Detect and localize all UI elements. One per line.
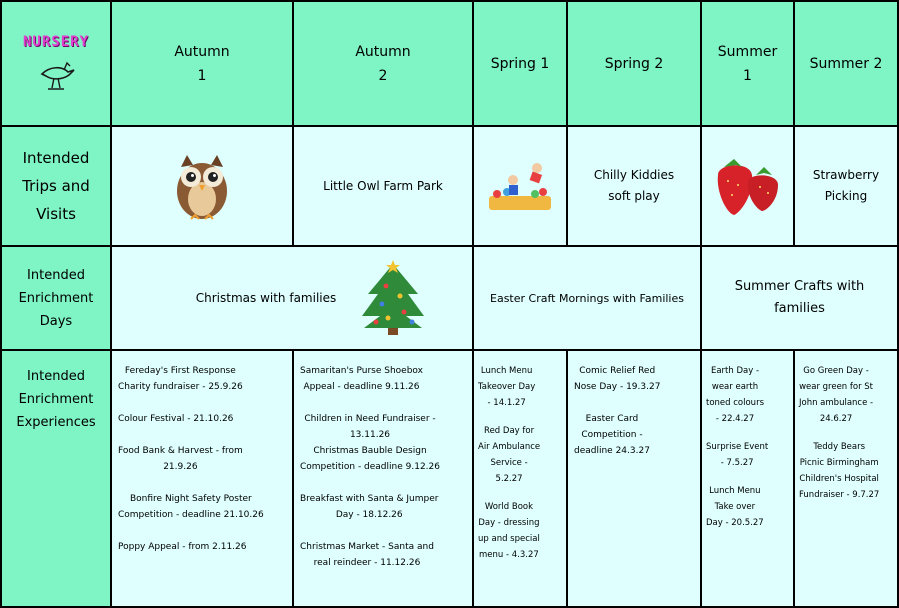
row-label-trips (0, 125, 112, 247)
experience-line: Lunch Menu (709, 486, 761, 496)
experience-line: up and special (478, 534, 540, 544)
header-spring-2 (566, 0, 702, 127)
experience-item (294, 411, 446, 475)
days-summer (700, 245, 899, 351)
owl-image (171, 149, 233, 223)
experience-item (112, 363, 249, 395)
experience-line: - 14.1.27 (487, 398, 526, 408)
experience-item (702, 363, 768, 427)
experience-line: Children in Need Fundraiser - (304, 414, 436, 424)
trip-spring-2 (566, 125, 702, 247)
experience-line: Picnic Birmingham (799, 458, 879, 468)
days-text: Easter Craft Mornings with Families (490, 291, 684, 305)
experience-item (112, 539, 253, 555)
experience-line: Bonfire Night Safety Poster (130, 494, 252, 504)
experience-item (112, 491, 270, 523)
experience-line: 5.2.27 (495, 474, 523, 484)
experience-line: World Book (484, 502, 534, 512)
experience-line: Breakfast with Santa & Jumper (300, 494, 439, 504)
experience-line: Fundraiser - 9.7.27 (799, 490, 880, 500)
experience-line: menu - 4.3.27 (479, 550, 539, 560)
experience-line: Colour Festival - 21.10.26 (118, 414, 234, 424)
days-autumn (110, 245, 474, 351)
experience-line: Takeover Day (478, 382, 536, 392)
experience-item (112, 411, 239, 427)
experience-line: 13.11.26 (349, 430, 391, 440)
header-label: Spring 1 (490, 55, 550, 72)
row-label-line: Experiences (16, 415, 96, 430)
experiences-summer-1 (700, 349, 795, 608)
experience-line: wear green for St (799, 382, 874, 392)
row-label-experiences (0, 349, 112, 608)
experience-line: Comic Relief Red (579, 366, 656, 376)
header-label: Summer (717, 43, 778, 60)
row-label-line: Visits (36, 205, 76, 223)
trip-text: Strawberry (812, 168, 880, 182)
experience-line: Christmas Market - Santa and (300, 542, 434, 552)
experience-line: Easter Card (585, 414, 639, 424)
experience-line: Competition - deadline 21.10.26 (118, 510, 264, 520)
header-label: Autumn (174, 43, 230, 60)
experience-line: 21.9.26 (163, 462, 198, 472)
experience-item (795, 363, 877, 427)
experiences-autumn-1 (110, 349, 294, 608)
row-label-days (0, 245, 112, 351)
header-label: Spring 2 (604, 55, 664, 72)
experience-line: Teddy Bears (813, 442, 866, 452)
header-label: 1 (197, 67, 207, 84)
experience-line: Samaritan's Purse Shoebox (300, 366, 423, 376)
experience-line: Charity fundraiser - 25.9.26 (118, 382, 243, 392)
experience-item (294, 363, 429, 395)
header-autumn-1 (110, 0, 294, 127)
experience-line: Service - (490, 458, 528, 468)
experience-item (474, 499, 544, 563)
experience-line: Competition - deadline 9.12.26 (300, 462, 440, 472)
experience-line: real reindeer - 11.12.26 (313, 558, 421, 568)
experience-line: deadline 24.3.27 (574, 446, 650, 456)
header-label: 2 (378, 67, 388, 84)
trip-text: Picking (824, 189, 868, 203)
experience-line: 24.6.27 (819, 414, 853, 424)
soft-play-children-image (485, 158, 555, 214)
days-text: Christmas with families (195, 290, 337, 305)
trip-spring-1 (472, 125, 568, 247)
row-label-line: Intended (22, 149, 90, 167)
experience-line: Air Ambulance (478, 442, 541, 452)
experience-line: Poppy Appeal - from 2.11.26 (118, 542, 247, 552)
trip-summer-2 (793, 125, 899, 247)
experience-item (112, 443, 249, 475)
header-summer-2 (793, 0, 899, 127)
trip-autumn-1 (110, 125, 294, 247)
trip-text: Little Owl Farm Park (323, 178, 443, 193)
experiences-summer-2 (793, 349, 899, 608)
days-text: families (774, 301, 825, 316)
header-label: 1 (743, 67, 752, 84)
trip-text: soft play (608, 189, 660, 203)
days-text: Summer Crafts with (734, 279, 865, 294)
header-summer-1 (700, 0, 795, 127)
row-label-line: Days (39, 313, 73, 329)
header-label: Summer 2 (809, 55, 883, 72)
header-label: Autumn (355, 43, 411, 60)
experience-item (568, 363, 666, 395)
experience-line: Lunch Menu (480, 366, 533, 376)
experience-line: Take over (714, 502, 756, 512)
trip-text: Chilly Kiddies (593, 168, 675, 182)
experience-line: Earth Day - (710, 366, 760, 376)
logo-cell (0, 0, 112, 127)
nursery-logo-text: NURSERY (22, 33, 89, 50)
experience-line: Go Green Day - (803, 366, 869, 376)
bird-sketch-icon (36, 54, 76, 94)
experience-item (702, 483, 768, 531)
experience-line: Fereday's First Response (124, 366, 236, 376)
row-label-line: Intended (27, 267, 85, 283)
days-spring (472, 245, 702, 351)
experience-line: Day - 20.5.27 (706, 518, 764, 528)
experience-item (474, 363, 539, 411)
experience-line: John ambulance - (799, 398, 874, 408)
row-label-line: Intended (27, 369, 85, 384)
experience-line: Food Bank & Harvest - from (118, 446, 243, 456)
row-label-line: Enrichment (18, 392, 94, 407)
christmas-tree-image (358, 260, 428, 336)
experiences-spring-2 (566, 349, 702, 608)
experiences-autumn-2 (292, 349, 474, 608)
experience-line: Appeal - deadline 9.11.26 (303, 382, 420, 392)
experience-line: wear earth (711, 382, 759, 392)
experience-line: Christmas Bauble Design (313, 446, 427, 456)
experience-item (795, 439, 883, 503)
experience-item (568, 411, 656, 459)
row-label-line: Trips and (22, 177, 90, 195)
experience-line: - 22.4.27 (715, 414, 755, 424)
row-label-line: Enrichment (18, 290, 94, 306)
experience-line: Nose Day - 19.3.27 (574, 382, 661, 392)
strawberries-image (712, 151, 784, 221)
header-spring-1 (472, 0, 568, 127)
trip-summer-1 (700, 125, 795, 247)
experience-item (702, 439, 772, 471)
experience-line: Day - 18.12.26 (335, 510, 403, 520)
experience-line: Day - dressing (478, 518, 540, 528)
experience-item (294, 491, 444, 523)
experience-line: Competition - (581, 430, 643, 440)
experiences-spring-1 (472, 349, 568, 608)
experience-line: toned colours (706, 398, 764, 408)
experience-item (474, 423, 544, 487)
experience-line: Red Day for (484, 426, 535, 436)
trip-autumn-2 (292, 125, 474, 247)
experience-line: - 7.5.27 (720, 458, 754, 468)
experience-item (294, 539, 440, 571)
header-autumn-2 (292, 0, 474, 127)
experience-line: Surprise Event (706, 442, 769, 452)
experience-line: Children's Hospital (799, 474, 879, 484)
